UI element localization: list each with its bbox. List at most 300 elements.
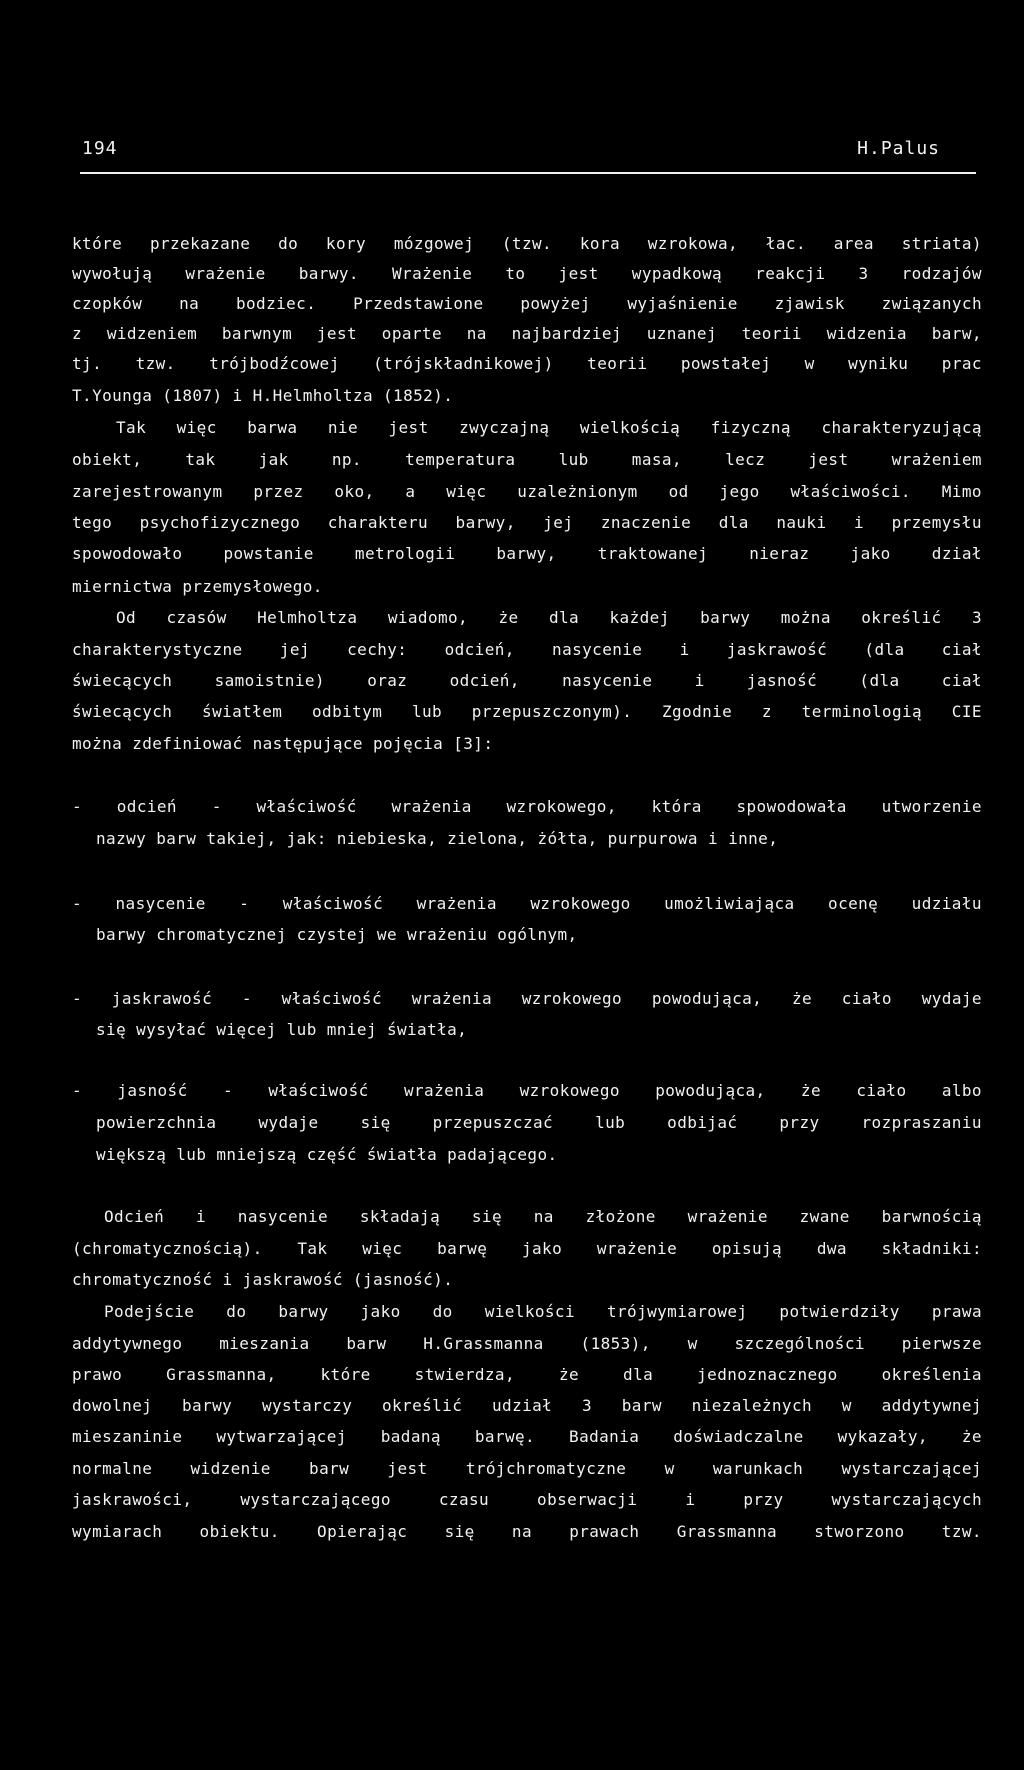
word: jak <box>258 450 289 469</box>
word: metrologii <box>354 544 456 563</box>
word: - <box>211 797 222 816</box>
text-line <box>116 603 982 633</box>
text-line: chromatyczność i jaskrawość (jasność). <box>72 1270 454 1289</box>
word: Opierając <box>317 1522 408 1541</box>
word: ciało <box>841 989 892 1008</box>
word: przy <box>743 1490 784 1509</box>
word: barw, <box>931 324 982 343</box>
word: terminologią <box>801 702 923 721</box>
word: mózgowej <box>393 234 475 253</box>
word: odcień, <box>449 671 520 690</box>
word: do <box>432 1302 453 1321</box>
word: szczególności <box>734 1334 865 1353</box>
word: prawo <box>72 1365 123 1384</box>
word: bodziec. <box>235 294 317 313</box>
word: kory <box>325 234 367 253</box>
definition-line <box>72 1076 982 1106</box>
word: że <box>791 989 813 1008</box>
word: Przedstawione <box>353 294 484 313</box>
word: area <box>833 234 874 253</box>
text-line <box>116 413 982 443</box>
word: dla <box>548 608 580 627</box>
word: - <box>222 1081 233 1100</box>
text-line <box>104 1202 982 1232</box>
word: widzenia <box>826 324 907 343</box>
word: barwę <box>437 1239 488 1258</box>
word: świecących <box>72 702 173 721</box>
word: charakteryzującą <box>821 418 982 437</box>
word: wystarczającej <box>841 1459 982 1478</box>
word: że <box>498 608 519 627</box>
word: od <box>668 482 689 501</box>
word: przez <box>253 482 304 501</box>
word: jego <box>719 482 760 501</box>
word: wrażenie <box>185 264 266 283</box>
word: odcień <box>116 797 177 816</box>
word: do <box>226 1302 247 1321</box>
word: obiekt, <box>72 450 143 469</box>
text-line: można zdefiniować następujące pojęcia [3]: <box>72 734 494 753</box>
word: masa, <box>631 450 682 469</box>
word: w <box>804 354 815 373</box>
word: odbijać <box>667 1113 738 1132</box>
word: wrażenie <box>687 1207 768 1226</box>
word: jest <box>388 418 429 437</box>
word: na <box>466 324 487 343</box>
word: łac. <box>765 234 806 253</box>
word: barwnością <box>881 1207 982 1226</box>
word: wrażeniem <box>891 450 982 469</box>
word: i <box>854 513 865 532</box>
word: właściwość <box>268 1081 369 1100</box>
text-line <box>72 445 982 475</box>
word: teorii <box>741 324 802 343</box>
word: więc <box>446 482 487 501</box>
word: jest <box>558 264 599 283</box>
word: (dla <box>864 640 905 659</box>
text-line <box>72 1454 982 1484</box>
word: zarejestrowanym <box>72 482 223 501</box>
word: wiadomo, <box>387 608 469 627</box>
definition-line <box>72 889 982 919</box>
word: umożliwiająca <box>664 894 795 913</box>
word: czasów <box>166 608 227 627</box>
word: że <box>961 1427 982 1446</box>
word: 3 <box>581 1396 592 1415</box>
word: Mimo <box>941 482 982 501</box>
word: się <box>360 1113 391 1132</box>
word: traktowanej <box>597 544 709 563</box>
word: najbardziej <box>511 324 622 343</box>
word: normalne <box>72 1459 153 1478</box>
word: zwane <box>799 1207 850 1226</box>
word: kora <box>579 234 620 253</box>
word: barw <box>621 1396 662 1415</box>
word: - <box>72 894 83 913</box>
word: które <box>72 234 123 253</box>
word: składają <box>359 1207 441 1226</box>
definition-line: większą lub mniejszą część światła padającego. <box>96 1145 558 1164</box>
word: pierwsze <box>901 1334 982 1353</box>
word: przemysłu <box>891 513 982 532</box>
text-line <box>72 477 982 507</box>
word: trójbodźcowej <box>209 354 340 373</box>
text-line <box>72 349 982 379</box>
word: jaskrawość <box>726 640 828 659</box>
word: barwy, <box>455 513 516 532</box>
word: wydaje <box>258 1113 319 1132</box>
word: widzenie <box>190 1459 271 1478</box>
text-line <box>72 635 982 665</box>
word: określenia <box>881 1365 982 1384</box>
word: oko, <box>334 482 375 501</box>
definition-line <box>96 1108 982 1138</box>
word: lecz <box>725 450 766 469</box>
word: która <box>651 797 702 816</box>
word: Badania <box>569 1427 640 1446</box>
text-line <box>72 1329 982 1359</box>
word: nasycenie <box>237 1207 329 1226</box>
word: Tak <box>116 418 147 437</box>
text-line <box>72 1517 982 1547</box>
word: wrażenia <box>391 797 472 816</box>
text-line <box>72 259 982 289</box>
word: składniki: <box>881 1239 982 1258</box>
word: warunkach <box>712 1459 804 1478</box>
word: tak <box>185 450 216 469</box>
word: i <box>685 1490 696 1509</box>
word: (trójskładnikowej) <box>373 354 554 373</box>
word: powodująca, <box>651 989 763 1008</box>
word: świecących <box>72 671 173 690</box>
word: powyżej <box>520 294 591 313</box>
word: dla <box>623 1365 654 1384</box>
word: barwy, <box>496 544 557 563</box>
word: udziału <box>911 894 982 913</box>
word: wydaje <box>921 989 982 1008</box>
word: 3 <box>858 264 869 283</box>
word: Tak <box>297 1239 328 1258</box>
word: jasność <box>746 671 818 690</box>
word: w <box>687 1334 698 1353</box>
word: mieszania <box>219 1334 310 1353</box>
word: określić <box>861 608 942 627</box>
word: stwierdza, <box>414 1365 515 1384</box>
word: tj. <box>72 354 103 373</box>
text-line: T.Younga (1807) i H.Helmholtza (1852). <box>72 386 454 405</box>
word: - <box>72 989 83 1008</box>
word: addytywnego <box>72 1334 183 1353</box>
word: odbitym <box>312 702 383 721</box>
word: fizyczną <box>710 418 791 437</box>
word: to <box>505 264 526 283</box>
word: jaskrawość <box>111 989 213 1008</box>
text-line <box>72 1485 982 1515</box>
word: teorii <box>587 354 648 373</box>
word: barw <box>309 1459 350 1478</box>
word: rodzajów <box>901 264 982 283</box>
word: Od <box>116 608 137 627</box>
word: i <box>195 1207 207 1226</box>
text-line <box>72 229 982 259</box>
word: wzrokowa, <box>647 234 739 253</box>
word: nasycenie <box>552 640 643 659</box>
word: Odcień <box>104 1207 165 1226</box>
word: udział <box>492 1396 553 1415</box>
word: cechy: <box>347 640 408 659</box>
word: tzw. <box>135 354 176 373</box>
word: temperatura <box>405 450 516 469</box>
text-line <box>72 508 982 538</box>
text-line <box>72 666 982 696</box>
word: - <box>72 797 83 816</box>
word: trójchromatyczne <box>465 1459 627 1478</box>
word: się <box>471 1207 502 1226</box>
word: właściwość <box>281 989 382 1008</box>
word: i <box>694 671 705 690</box>
text-line: miernictwa przemysłowego. <box>72 577 323 596</box>
word: oparte <box>381 324 442 343</box>
word: wielkości <box>484 1302 575 1321</box>
word: powodująca, <box>655 1081 766 1100</box>
word: - <box>241 989 252 1008</box>
word: można <box>780 608 831 627</box>
text-line <box>72 289 982 319</box>
word: jasność <box>117 1081 188 1100</box>
word: powierzchnia <box>96 1113 217 1132</box>
word: (chromatycznością). <box>72 1239 263 1258</box>
word: reakcji <box>755 264 826 283</box>
word: czopków <box>72 294 143 313</box>
word: ciało <box>856 1081 907 1100</box>
word: właściwość <box>282 894 384 913</box>
word: wykazały, <box>837 1427 928 1446</box>
word: spowodowało <box>72 544 183 563</box>
word: doświadczalne <box>673 1427 804 1446</box>
word: barwy <box>182 1396 233 1415</box>
word: - <box>239 894 250 913</box>
word: z <box>72 324 83 343</box>
word: każdej <box>609 608 670 627</box>
word: odcień, <box>444 640 515 659</box>
word: - <box>72 1081 83 1100</box>
word: CIE <box>951 702 982 721</box>
word: jest <box>387 1459 428 1478</box>
word: barwa <box>247 418 298 437</box>
word: zwyczajną <box>459 418 550 437</box>
word: oraz <box>367 671 408 690</box>
word: czasu <box>438 1490 490 1509</box>
word: barwnym <box>221 324 293 343</box>
word: Helmholtza <box>257 608 358 627</box>
word: wrażenia <box>411 989 493 1008</box>
running-head-author: H.Palus <box>857 138 940 159</box>
word: obserwacji <box>537 1490 638 1509</box>
page-number: 194 <box>82 138 118 159</box>
word: wyniku <box>848 354 909 373</box>
word: dla <box>718 513 749 532</box>
word: (1853), <box>580 1334 651 1353</box>
word: wzrokowego <box>530 894 631 913</box>
word: stworzono <box>814 1522 905 1541</box>
word: jaskrawości, <box>72 1490 193 1509</box>
word: z <box>761 702 772 721</box>
word: albo <box>941 1081 982 1100</box>
word: Zgodnie <box>661 702 733 721</box>
word: prawa <box>931 1302 982 1321</box>
definition-line: się wysyłać więcej lub mniej światła, <box>96 1020 468 1039</box>
word: potwierdziły <box>779 1302 900 1321</box>
word: tzw. <box>941 1522 982 1541</box>
word: striata) <box>901 234 982 253</box>
word: więc <box>176 418 217 437</box>
word: nasycenie <box>562 671 653 690</box>
word: przy <box>779 1113 820 1132</box>
word: wzrokowego <box>519 1081 620 1100</box>
word: niezależnych <box>691 1396 813 1415</box>
word: uzależnionym <box>517 482 638 501</box>
word: znaczenie <box>600 513 692 532</box>
text-line <box>72 697 982 727</box>
word: H.Grassmanna <box>423 1334 544 1353</box>
word: charakteru <box>327 513 429 532</box>
word: właściwość <box>256 797 357 816</box>
word: dwa <box>816 1239 847 1258</box>
word: wrażenie <box>596 1239 678 1258</box>
word: tego <box>72 513 113 532</box>
word: mieszaninie <box>72 1427 183 1446</box>
word: opisują <box>711 1239 783 1258</box>
word: na <box>533 1207 554 1226</box>
text-line <box>72 319 982 349</box>
word: jej <box>279 640 310 659</box>
word: a <box>405 482 416 501</box>
word: (dla <box>859 671 900 690</box>
word: ocenę <box>828 894 879 913</box>
text-line <box>72 1234 982 1264</box>
word: samoistnie) <box>214 671 325 690</box>
word: addytywnej <box>881 1396 982 1415</box>
word: dział <box>931 544 982 563</box>
word: charakterystyczne <box>72 640 243 659</box>
word: na <box>511 1522 532 1541</box>
text-line <box>72 539 982 569</box>
word: związanych <box>881 294 982 313</box>
word: np. <box>331 450 362 469</box>
word: Grassmanna <box>676 1522 778 1541</box>
word: prawach <box>569 1522 640 1541</box>
word: jako <box>521 1239 563 1258</box>
definition-line <box>72 792 982 822</box>
text-line <box>72 1422 982 1452</box>
word: uznanej <box>646 324 717 343</box>
word: właściwości. <box>790 482 911 501</box>
word: nieraz <box>749 544 810 563</box>
text-line <box>72 1391 982 1421</box>
word: barwę. <box>474 1427 536 1446</box>
word: lub <box>558 450 589 469</box>
word: wrażenia <box>403 1081 485 1100</box>
word: wystarczy <box>261 1396 353 1415</box>
word: (tzw. <box>501 234 553 253</box>
word: złożone <box>585 1207 656 1226</box>
word: psychofizycznego <box>139 513 301 532</box>
word: przepuszczać <box>432 1113 554 1132</box>
word: nasycenie <box>115 894 206 913</box>
word: więc <box>362 1239 403 1258</box>
word: na <box>179 294 200 313</box>
word: które <box>320 1365 371 1384</box>
word: nie <box>327 418 358 437</box>
word: dowolnej <box>72 1396 153 1415</box>
text-line <box>72 1360 982 1390</box>
word: powstanie <box>223 544 314 563</box>
word: w <box>841 1396 852 1415</box>
definition-line: nazwy barw takiej, jak: niebieska, zielona, żółta, purpurowa i inne, <box>96 829 779 848</box>
word: badaną <box>380 1427 441 1446</box>
word: ciał <box>941 640 982 659</box>
word: że <box>800 1081 821 1100</box>
word: lub <box>595 1113 626 1132</box>
word: się <box>444 1522 475 1541</box>
word: prac <box>941 354 982 373</box>
word: trójwymiarowej <box>606 1302 748 1321</box>
word: wyjaśnienie <box>627 294 738 313</box>
word: jej <box>543 513 574 532</box>
word: ciał <box>941 671 982 690</box>
word: nauki <box>776 513 827 532</box>
word: wymiarach <box>72 1522 163 1541</box>
word: Grassmanna, <box>166 1365 277 1384</box>
word: wywołują <box>72 264 153 283</box>
word: 3 <box>971 608 982 627</box>
page-header <box>80 138 976 174</box>
word: wzrokowego, <box>506 797 617 816</box>
word: wrażenia <box>416 894 497 913</box>
word: i <box>679 640 690 659</box>
word: wielkością <box>579 418 681 437</box>
word: powstałej <box>680 354 772 373</box>
word: przekazane <box>149 234 251 253</box>
word: wypadkową <box>631 264 723 283</box>
word: określić <box>381 1396 463 1415</box>
word: że <box>558 1365 580 1384</box>
word: wystarczających <box>831 1490 982 1509</box>
word: utworzenie <box>881 797 982 816</box>
word: przepuszczonym). <box>471 702 633 721</box>
word: barwy <box>278 1302 329 1321</box>
definition-line: barwy chromatycznej czystej we wrażeniu ogólnym, <box>96 925 578 944</box>
word: Podejście <box>104 1302 195 1321</box>
word: wytwarzającej <box>216 1427 347 1446</box>
word: lub <box>411 702 443 721</box>
word: wystarczającego <box>240 1490 391 1509</box>
word: barwy. <box>298 264 359 283</box>
word: jest <box>316 324 358 343</box>
word: zjawisk <box>774 294 845 313</box>
word: do <box>278 234 299 253</box>
word: Wrażenie <box>392 264 473 283</box>
word: wzrokowego <box>521 989 623 1008</box>
word: spowodowała <box>736 797 847 816</box>
word: widzeniem <box>106 324 198 343</box>
word: rozpraszaniu <box>861 1113 982 1132</box>
word: światłem <box>202 702 283 721</box>
word: w <box>664 1459 675 1478</box>
word: barw <box>346 1334 387 1353</box>
text-line <box>104 1297 982 1327</box>
word: jednoznacznego <box>697 1365 838 1384</box>
